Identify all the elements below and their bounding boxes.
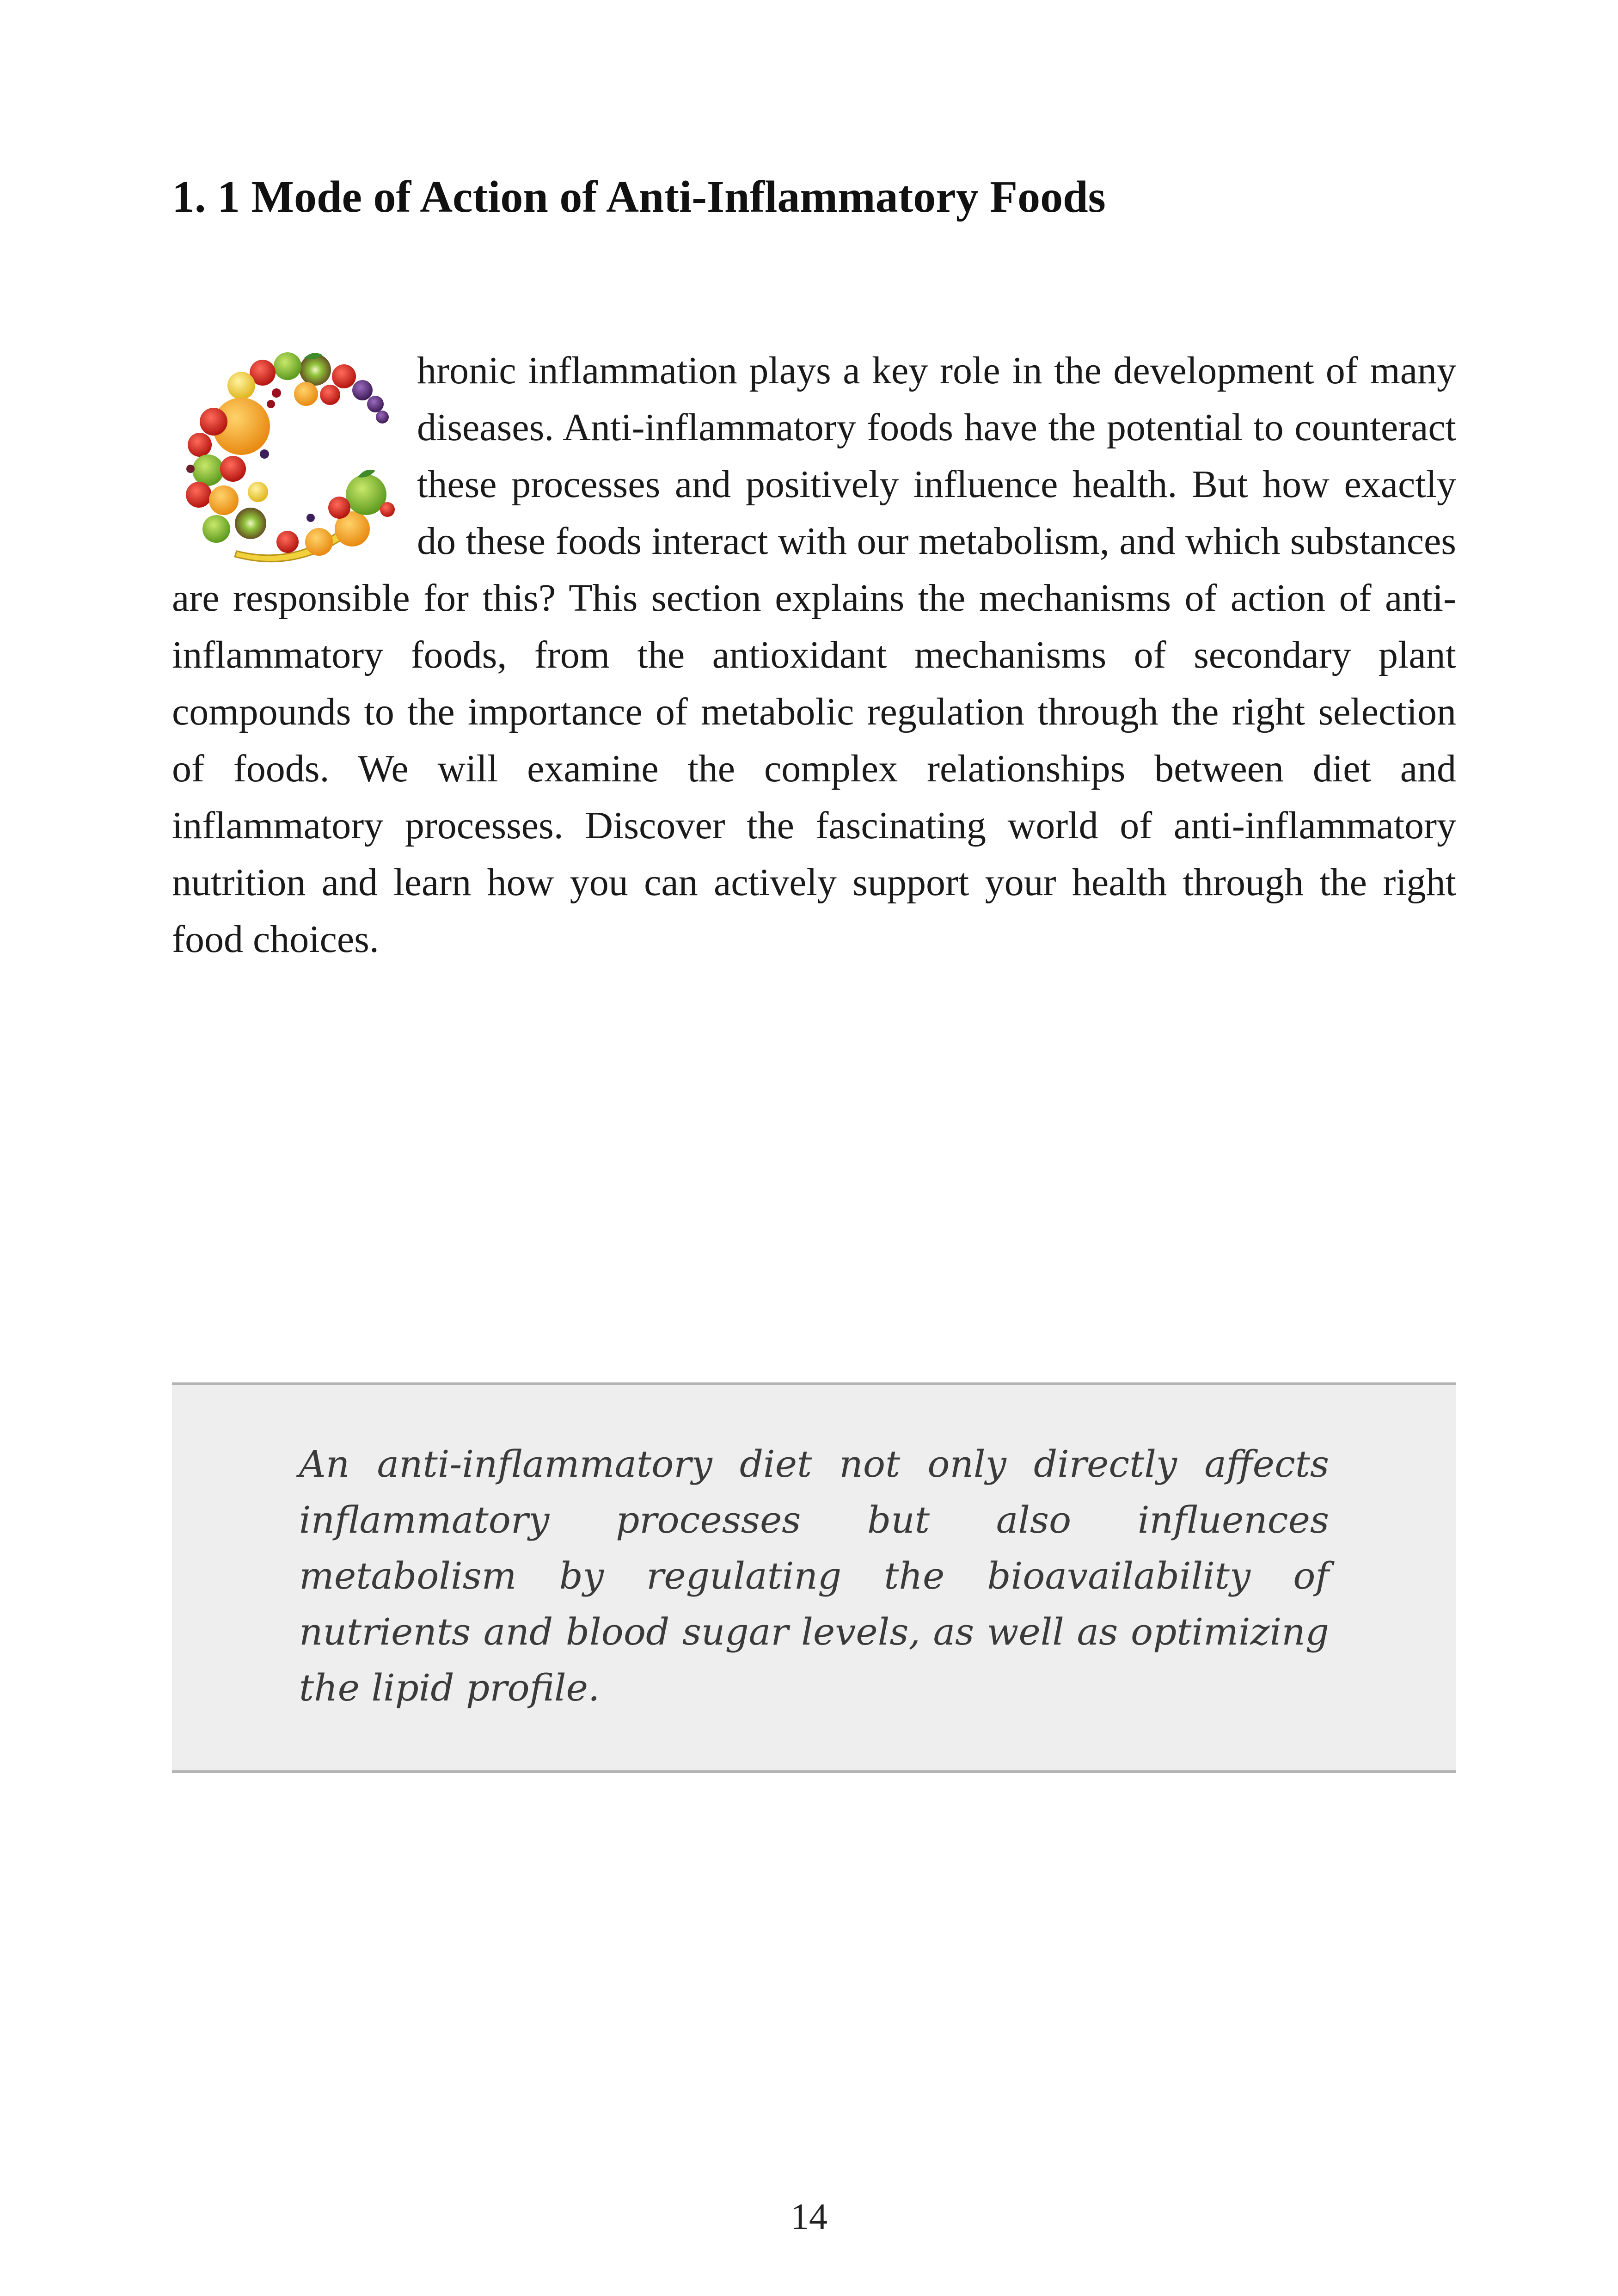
highlight-callout-box [172,1382,1456,1773]
section-title: 1. 1 Mode of Action of Anti-Inflammatory Foods [172,172,1106,222]
intro-text: hronic inflammation plays a key role in the development of many diseases. Anti-inflammatory foods have the potential to counteract these processes and positively influence health. But how exactly do these foods interact with our metabolism, and which substances are responsible for this? This section explains the mechanisms of action of anti-inflammatory foods, from the antioxidant mechanisms of secondary plant compounds to the importance of metabolic regulation through the right selection of foods. We will examine the complex relationships between diet and inflammatory processes. Discover the fascinating world of anti-inflammatory nutrition and learn how you can actively support your health through the right food choices. [172,349,1456,961]
callout-text: An anti-inflammatory diet not only directly affects inflammatory processes but also influences metabolism by regulating the bioavailability of nutrients and blood sugar levels, as well as optimizing the lipid profile. [299,1443,1329,1709]
page-number: 14 [791,2197,827,2237]
intro-paragraph [172,342,1456,968]
fruit-letter-c-icon [172,348,397,565]
